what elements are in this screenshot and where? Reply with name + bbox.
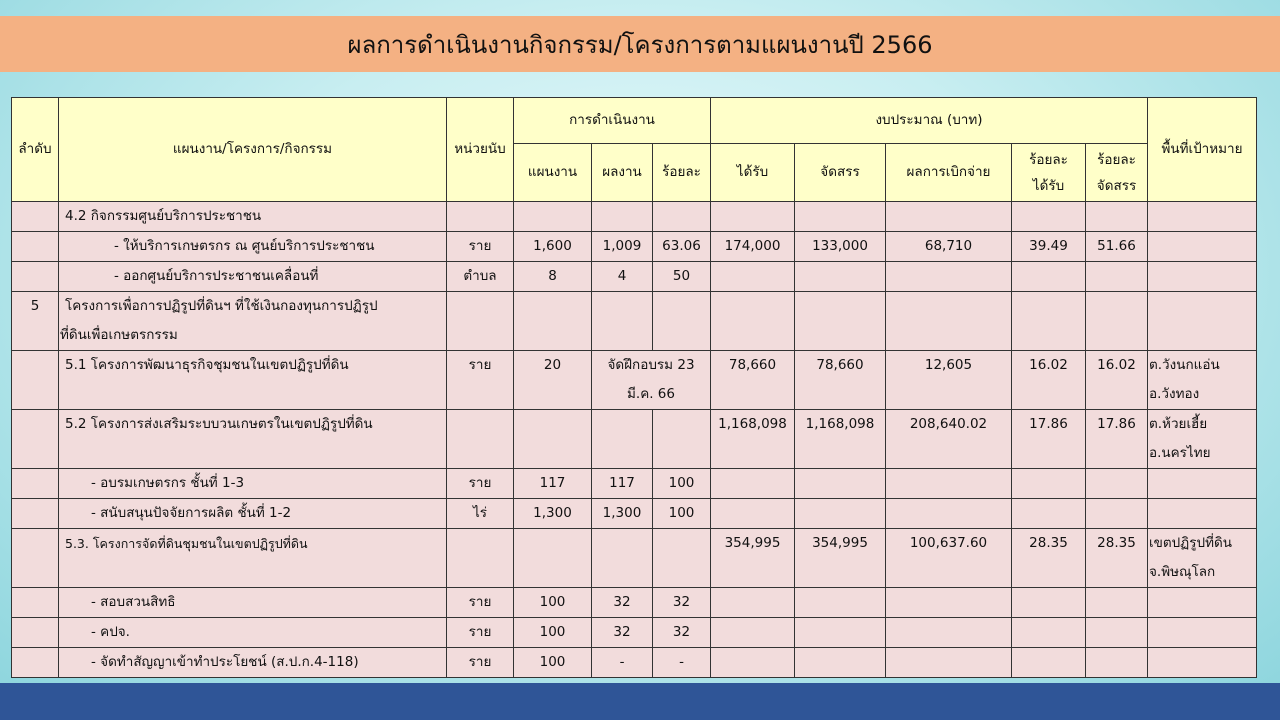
header-pct-received	[1012, 144, 1086, 202]
cell-order	[12, 499, 59, 529]
cell-disbursed: 12,605	[886, 351, 1012, 410]
cell-order	[12, 469, 59, 499]
cell-result: 1,009	[592, 232, 653, 262]
cell-order: 5	[12, 292, 59, 351]
cell-order	[12, 410, 59, 469]
cell-result: 32	[592, 618, 653, 648]
cell-disbursed: 100,637.60	[886, 529, 1012, 588]
header-budget-disbursed: ผลการเบิกจ่าย	[886, 144, 1012, 202]
cell-pct-received	[1012, 618, 1086, 648]
cell-unit: ราย	[447, 618, 514, 648]
cell-pct-received	[1012, 648, 1086, 678]
cell-area	[1148, 410, 1257, 469]
cell-plan: 4.2 กิจกรรมศูนย์บริการประชาชน	[59, 202, 447, 232]
cell-plan-line2: ที่ดินเพื่อเกษตรกรรม	[60, 327, 178, 343]
table-row	[12, 618, 1257, 648]
cell-result: 1,300	[592, 499, 653, 529]
cell-percent: 32	[653, 588, 711, 618]
cell-pct-allocated	[1086, 202, 1148, 232]
cell-order	[12, 232, 59, 262]
cell-target: 100	[514, 648, 592, 678]
cell-pct-received	[1012, 292, 1086, 351]
table-row	[12, 410, 1257, 469]
cell-disbursed	[886, 588, 1012, 618]
cell-area	[1148, 262, 1257, 292]
cell-allocated	[795, 618, 886, 648]
cell-received: 354,995	[711, 529, 795, 588]
cell-disbursed	[886, 618, 1012, 648]
cell-area	[1148, 351, 1257, 410]
cell-allocated	[795, 499, 886, 529]
cell-unit: ราย	[447, 588, 514, 618]
cell-result	[592, 292, 653, 351]
header-op-result: ผลงาน	[592, 144, 653, 202]
cell-allocated: 78,660	[795, 351, 886, 410]
table-row	[12, 588, 1257, 618]
header-unit: หน่วยนับ	[447, 98, 514, 202]
table-row	[12, 648, 1257, 678]
cell-result: 4	[592, 262, 653, 292]
cell-plan: - ออกศูนย์บริการประชาชนเคลื่อนที่	[59, 262, 447, 292]
cell-plan: - สนับสนุนปัจจัยการผลิต ชั้นที่ 1-2	[59, 499, 447, 529]
table-row	[12, 262, 1257, 292]
header-pct-allocated	[1086, 144, 1148, 202]
cell-percent: 63.06	[653, 232, 711, 262]
cell-received	[711, 648, 795, 678]
header-op-target: แผนงาน	[514, 144, 592, 202]
cell-area	[1148, 618, 1257, 648]
cell-percent: 32	[653, 618, 711, 648]
header-budget-allocated: จัดสรร	[795, 144, 886, 202]
cell-area	[1148, 588, 1257, 618]
cell-allocated	[795, 292, 886, 351]
cell-target: 117	[514, 469, 592, 499]
cell-pct-allocated: 16.02	[1086, 351, 1148, 410]
cell-allocated: 354,995	[795, 529, 886, 588]
cell-received: 174,000	[711, 232, 795, 262]
cell-target	[514, 410, 592, 469]
cell-area-line2: จ.พิษณุโลก	[1149, 564, 1216, 580]
cell-result	[592, 410, 653, 469]
performance-table	[11, 97, 1257, 678]
cell-unit: ราย	[447, 351, 514, 410]
cell-percent: -	[653, 648, 711, 678]
cell-result-line1: จัดฝึกอบรม 23	[607, 357, 695, 373]
cell-plan: - จัดทำสัญญาเข้าทำประโยชน์ (ส.ป.ก.4-118)	[59, 648, 447, 678]
cell-pct-received	[1012, 202, 1086, 232]
cell-percent	[653, 292, 711, 351]
cell-target	[514, 292, 592, 351]
cell-received	[711, 618, 795, 648]
cell-disbursed: 68,710	[886, 232, 1012, 262]
header-pct-allocated-line2: จัดสรร	[1096, 177, 1137, 194]
cell-received	[711, 469, 795, 499]
cell-area	[1148, 499, 1257, 529]
header-plan: แผนงาน/โครงการ/กิจกรรม	[59, 98, 447, 202]
cell-unit	[447, 410, 514, 469]
cell-target: 20	[514, 351, 592, 410]
cell-plan: 5.2 โครงการส่งเสริมระบบวนเกษตรในเขตปฏิรูปที่ดิน	[59, 410, 447, 469]
cell-allocated: 1,168,098	[795, 410, 886, 469]
cell-allocated: 133,000	[795, 232, 886, 262]
cell-target: 100	[514, 618, 592, 648]
cell-disbursed	[886, 499, 1012, 529]
cell-result: -	[592, 648, 653, 678]
cell-unit	[447, 202, 514, 232]
cell-received	[711, 202, 795, 232]
cell-pct-allocated: 17.86	[1086, 410, 1148, 469]
cell-plan: - สอบสวนสิทธิ	[59, 588, 447, 618]
cell-order	[12, 202, 59, 232]
cell-unit	[447, 529, 514, 588]
cell-disbursed	[886, 262, 1012, 292]
cell-area	[1148, 202, 1257, 232]
cell-received	[711, 588, 795, 618]
cell-pct-allocated	[1086, 618, 1148, 648]
cell-plan: - อบรมเกษตรกร ชั้นที่ 1-3	[59, 469, 447, 499]
cell-disbursed	[886, 202, 1012, 232]
header-pct-allocated-line1: ร้อยละ	[1097, 151, 1136, 168]
cell-unit	[447, 292, 514, 351]
cell-area	[1148, 232, 1257, 262]
cell-pct-allocated	[1086, 469, 1148, 499]
footer-band	[0, 683, 1280, 720]
cell-pct-received: 28.35	[1012, 529, 1086, 588]
table-row	[12, 232, 1257, 262]
cell-result	[592, 529, 653, 588]
cell-target	[514, 529, 592, 588]
page-title: ผลการดำเนินงานกิจกรรม/โครงการตามแผนงานปี 2566	[347, 30, 933, 59]
cell-percent: 100	[653, 469, 711, 499]
table-row	[12, 469, 1257, 499]
header-operation: การดำเนินงาน	[514, 98, 711, 144]
cell-order	[12, 262, 59, 292]
header-pct-received-line2: ได้รับ	[1032, 177, 1065, 194]
cell-pct-received	[1012, 469, 1086, 499]
cell-plan: 5.3. โครงการจัดที่ดินชุมชนในเขตปฏิรูปที่ดิน	[59, 529, 447, 588]
cell-target: 100	[514, 588, 592, 618]
cell-pct-allocated	[1086, 262, 1148, 292]
header-pct-received-line1: ร้อยละ	[1029, 151, 1068, 168]
cell-percent	[653, 529, 711, 588]
cell-unit: ราย	[447, 469, 514, 499]
header-budget-received: ได้รับ	[711, 144, 795, 202]
cell-result-line2: มี.ค. 66	[627, 386, 675, 402]
cell-received	[711, 292, 795, 351]
table-row	[12, 202, 1257, 232]
cell-target: 1,600	[514, 232, 592, 262]
cell-result: 117	[592, 469, 653, 499]
cell-percent: 50	[653, 262, 711, 292]
cell-allocated	[795, 648, 886, 678]
cell-unit: ราย	[447, 648, 514, 678]
cell-plan: - คปจ.	[59, 618, 447, 648]
cell-order	[12, 648, 59, 678]
cell-percent: 100	[653, 499, 711, 529]
cell-area-line2: อ.นครไทย	[1149, 445, 1211, 461]
cell-area	[1148, 292, 1257, 351]
cell-percent	[653, 202, 711, 232]
table-row	[12, 351, 1257, 410]
cell-area-line2: อ.วังทอง	[1149, 386, 1200, 402]
cell-unit: ราย	[447, 232, 514, 262]
header-op-percent: ร้อยละ	[653, 144, 711, 202]
title-banner	[0, 16, 1280, 72]
cell-target	[514, 202, 592, 232]
cell-result	[592, 202, 653, 232]
cell-received	[711, 262, 795, 292]
cell-area-line1: ต.วังนกแอ่น	[1149, 357, 1220, 373]
cell-disbursed	[886, 292, 1012, 351]
cell-target: 8	[514, 262, 592, 292]
cell-unit: ไร่	[447, 499, 514, 529]
table-row	[12, 499, 1257, 529]
cell-order	[12, 351, 59, 410]
cell-pct-received: 17.86	[1012, 410, 1086, 469]
cell-pct-received: 16.02	[1012, 351, 1086, 410]
cell-result	[592, 351, 711, 410]
cell-disbursed: 208,640.02	[886, 410, 1012, 469]
cell-allocated	[795, 202, 886, 232]
cell-area	[1148, 469, 1257, 499]
table-row	[12, 529, 1257, 588]
cell-pct-allocated: 28.35	[1086, 529, 1148, 588]
cell-result: 32	[592, 588, 653, 618]
cell-plan: - ให้บริการเกษตรกร ณ ศูนย์บริการประชาชน	[59, 232, 447, 262]
cell-disbursed	[886, 469, 1012, 499]
cell-received: 1,168,098	[711, 410, 795, 469]
cell-pct-received	[1012, 499, 1086, 529]
cell-pct-allocated	[1086, 292, 1148, 351]
header-area: พื้นที่เป้าหมาย	[1148, 98, 1257, 202]
cell-area	[1148, 529, 1257, 588]
cell-plan-line1: โครงการเพื่อการปฏิรูปที่ดินฯ ที่ใช้เงินกองทุนการปฏิรูป	[65, 298, 378, 314]
table-row	[12, 292, 1257, 351]
cell-order	[12, 588, 59, 618]
cell-pct-allocated	[1086, 648, 1148, 678]
cell-allocated	[795, 469, 886, 499]
header-order: ลำดับ	[12, 98, 59, 202]
cell-pct-received: 39.49	[1012, 232, 1086, 262]
cell-area-line1: เขตปฏิรูปที่ดิน	[1149, 535, 1232, 551]
cell-unit: ตำบล	[447, 262, 514, 292]
cell-received	[711, 499, 795, 529]
cell-pct-received	[1012, 588, 1086, 618]
cell-area-line1: ต.ห้วยเฮี้ย	[1149, 416, 1208, 432]
cell-percent	[653, 410, 711, 469]
cell-order	[12, 529, 59, 588]
cell-pct-allocated: 51.66	[1086, 232, 1148, 262]
cell-order	[12, 618, 59, 648]
cell-pct-allocated	[1086, 499, 1148, 529]
cell-allocated	[795, 588, 886, 618]
cell-target: 1,300	[514, 499, 592, 529]
cell-pct-received	[1012, 262, 1086, 292]
cell-plan: 5.1 โครงการพัฒนาธุรกิจชุมชนในเขตปฏิรูปที่ดิน	[59, 351, 447, 410]
cell-pct-allocated	[1086, 588, 1148, 618]
cell-disbursed	[886, 648, 1012, 678]
cell-area	[1148, 648, 1257, 678]
cell-plan	[59, 292, 447, 351]
cell-received: 78,660	[711, 351, 795, 410]
header-budget: งบประมาณ (บาท)	[711, 98, 1148, 144]
cell-allocated	[795, 262, 886, 292]
